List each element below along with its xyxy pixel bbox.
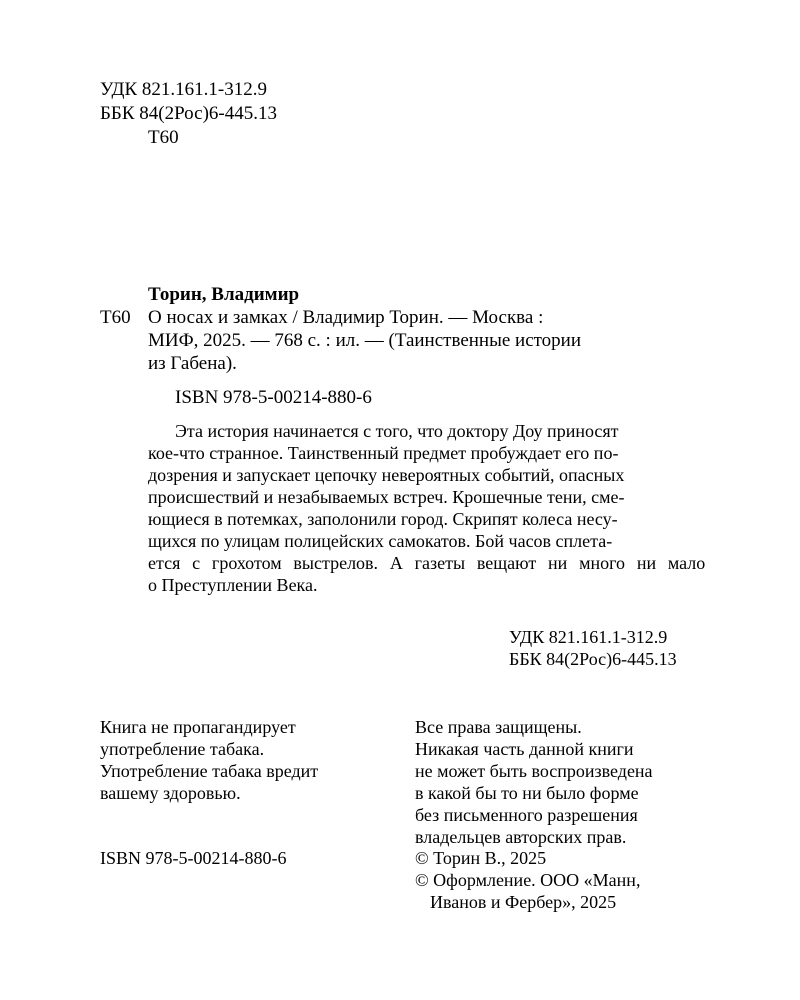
bib-line-2-text: МИФ, 2025. — 768 с. : ил. — (Таинственные истории xyxy=(148,330,582,351)
bib-line-2 xyxy=(148,329,703,353)
copyright-author: © Торин В., 2025 xyxy=(415,848,547,868)
copyright-publisher: Иванов и Фербер», 2025 xyxy=(430,892,617,912)
author-mark: Т60 xyxy=(100,307,131,328)
annotation-line-2: кое-что странное. Таинственный предмет пробуждает его по- xyxy=(148,443,619,463)
annotation-line-1: Эта история начинается с того, что доктору Доу приносят xyxy=(175,421,619,441)
bib-line-1 xyxy=(148,306,703,330)
author-mark-top: Т60 xyxy=(148,127,179,148)
bbk-code-bottom: ББК 84(2Рос)6-445.13 xyxy=(509,649,677,669)
author-heading: Торин, Владимир xyxy=(148,284,300,305)
annotation-line-4: происшествий и незабываемых встреч. Крошечные тени, сме- xyxy=(148,487,625,507)
bib-line-3: из Габена). xyxy=(148,353,237,374)
tobacco-line-4: вашему здоровью. xyxy=(100,783,241,803)
tobacco-line-3: Употребление табака вредит xyxy=(100,761,319,781)
isbn-entry: ISBN 978-5-00214-880-6 xyxy=(175,387,372,408)
annotation-line-5: ющиеся в потемках, заполонили город. Скрипят колеса несу- xyxy=(148,509,618,529)
tobacco-line-2: употребление табака. xyxy=(100,739,265,759)
rights-line-6: владельцев авторских прав. xyxy=(415,827,627,847)
udk-code-bottom: УДК 821.161.1-312.9 xyxy=(509,627,668,647)
rights-line-5: без письменного разрешения xyxy=(415,805,638,825)
annotation-line-6: щихся по улицам полицейских самокатов. Бой часов сплета- xyxy=(148,531,613,551)
annotation-line-8: о Преступлении Века. xyxy=(148,575,318,595)
bbk-code-top: ББК 84(2Рос)6-445.13 xyxy=(100,103,277,124)
udk-code-top: УДК 821.161.1-312.9 xyxy=(100,79,267,100)
annotation-line-7: ется с грохотом выстрелов. А газеты вещают ни много ни мало xyxy=(148,553,706,573)
annotation-line-3: дозрения и запускает цепочку невероятных событий, опасных xyxy=(148,465,625,485)
copyright-design: © Оформление. ООО «Манн, xyxy=(415,870,641,890)
rights-line-2: Никакая часть данной книги xyxy=(415,739,634,759)
isbn-bottom: ISBN 978-5-00214-880-6 xyxy=(100,848,287,868)
tobacco-line-1: Книга не пропагандирует xyxy=(100,717,296,737)
rights-line-1: Все права защищены. xyxy=(415,717,582,737)
rights-line-4: в какой бы то ни было форме xyxy=(415,783,639,803)
bib-line-1-text: О носах и замках / Владимир Торин. — Москва : xyxy=(148,307,544,328)
rights-line-3: не может быть воспроизведена xyxy=(415,761,653,781)
